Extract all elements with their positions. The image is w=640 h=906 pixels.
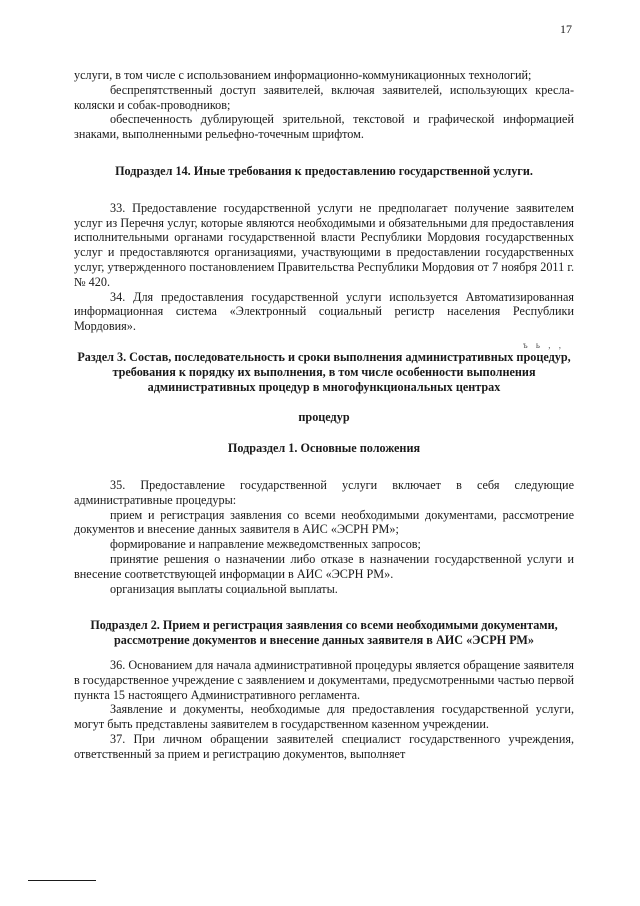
paragraph-34: 34. Для предоставления государственной услуги используется Автоматизированная информационная система «Электронный социальный регистр населения Республики Мордовия».	[74, 289, 574, 334]
subsection-14-heading: Подраздел 14. Иные требования к предоставлению государственной услуги.	[115, 163, 533, 178]
section-3-heading-tail: процедур	[298, 410, 350, 425]
paragraph-35: 35. Предоставление государственной услуги включает в себя следующие административные процедуры:	[74, 477, 574, 507]
paragraph-top-2: беспрепятственный доступ заявителей, включая заявителей, использующих кресла-коляски и собак-проводников;	[74, 82, 574, 112]
section-3-heading: Раздел 3. Состав, последовательность и сроки выполнения административных процедур, требования к порядку их выполнения, в том числе особенности выполнения административных процедур в многофункциональных центрах	[77, 349, 571, 394]
paragraph-37: 37. При личном обращении заявителей специалист государственного учреждения, ответственный за прием и регистрацию документов, выполняет	[74, 731, 574, 761]
paragraph-36-b: Заявление и документы, необходимые для предоставления государственной услуги, могут быть представлены заявителем в государственном казенном учреждении.	[74, 702, 574, 732]
paragraph-36: 36. Основанием для начала административной процедуры является обращение заявителя в государственное учреждение с заявлением и документами, предусмотренными частью первой пункта 15 настоящего Административного регламента.	[74, 657, 574, 702]
footnote-separator	[28, 880, 96, 881]
procedure-item-1: прием и регистрация заявления со всеми необходимыми документами, рассмотрение документов и внесение данных заявителя в АИС «ЭСРН РМ»;	[74, 507, 574, 537]
document-body	[74, 68, 574, 761]
paragraph-top-3: обеспеченность дублирующей зрительной, текстовой и графической информацией знаками, выполненными рельефно-точечным шрифтом.	[74, 112, 574, 142]
procedure-item-4: организация выплаты социальной выплаты.	[110, 581, 338, 596]
paragraph-33: 33. Предоставление государственной услуги не предполагает получение заявителем услуг из Перечня услуг, которые являются необходимыми и обязательными для предоставления исполнительными органами государственной власти Республики Мордовия государственных услуг и предоставляются организациями, участвующими в предоставлении государственных услуг, утвержденного постановлением Правительства Республики Мордовия от 7 ноября 2011 г. № 420.	[74, 200, 574, 289]
subsection-1-heading: Подраздел 1. Основные положения	[227, 441, 421, 456]
paragraph-top-1: услуги, в том числе с использованием информационно-коммуникационных технологий;	[74, 68, 532, 82]
procedure-item-2: формирование и направление межведомственных запросов;	[110, 537, 421, 552]
stray-marks: ъ ь , ,	[522, 339, 564, 350]
page-number: 17	[560, 22, 572, 36]
subsection-2-heading: Подраздел 2. Прием и регистрация заявления со всеми необходимыми документами, рассмотрение документов и внесение данных заявителя в АИС «ЭСРН РМ»	[90, 618, 558, 648]
procedure-item-3: принятие решения о назначении либо отказе в назначении государственной услуги и внесение соответствующей информации в АИС «ЭСРН РМ».	[74, 551, 574, 581]
